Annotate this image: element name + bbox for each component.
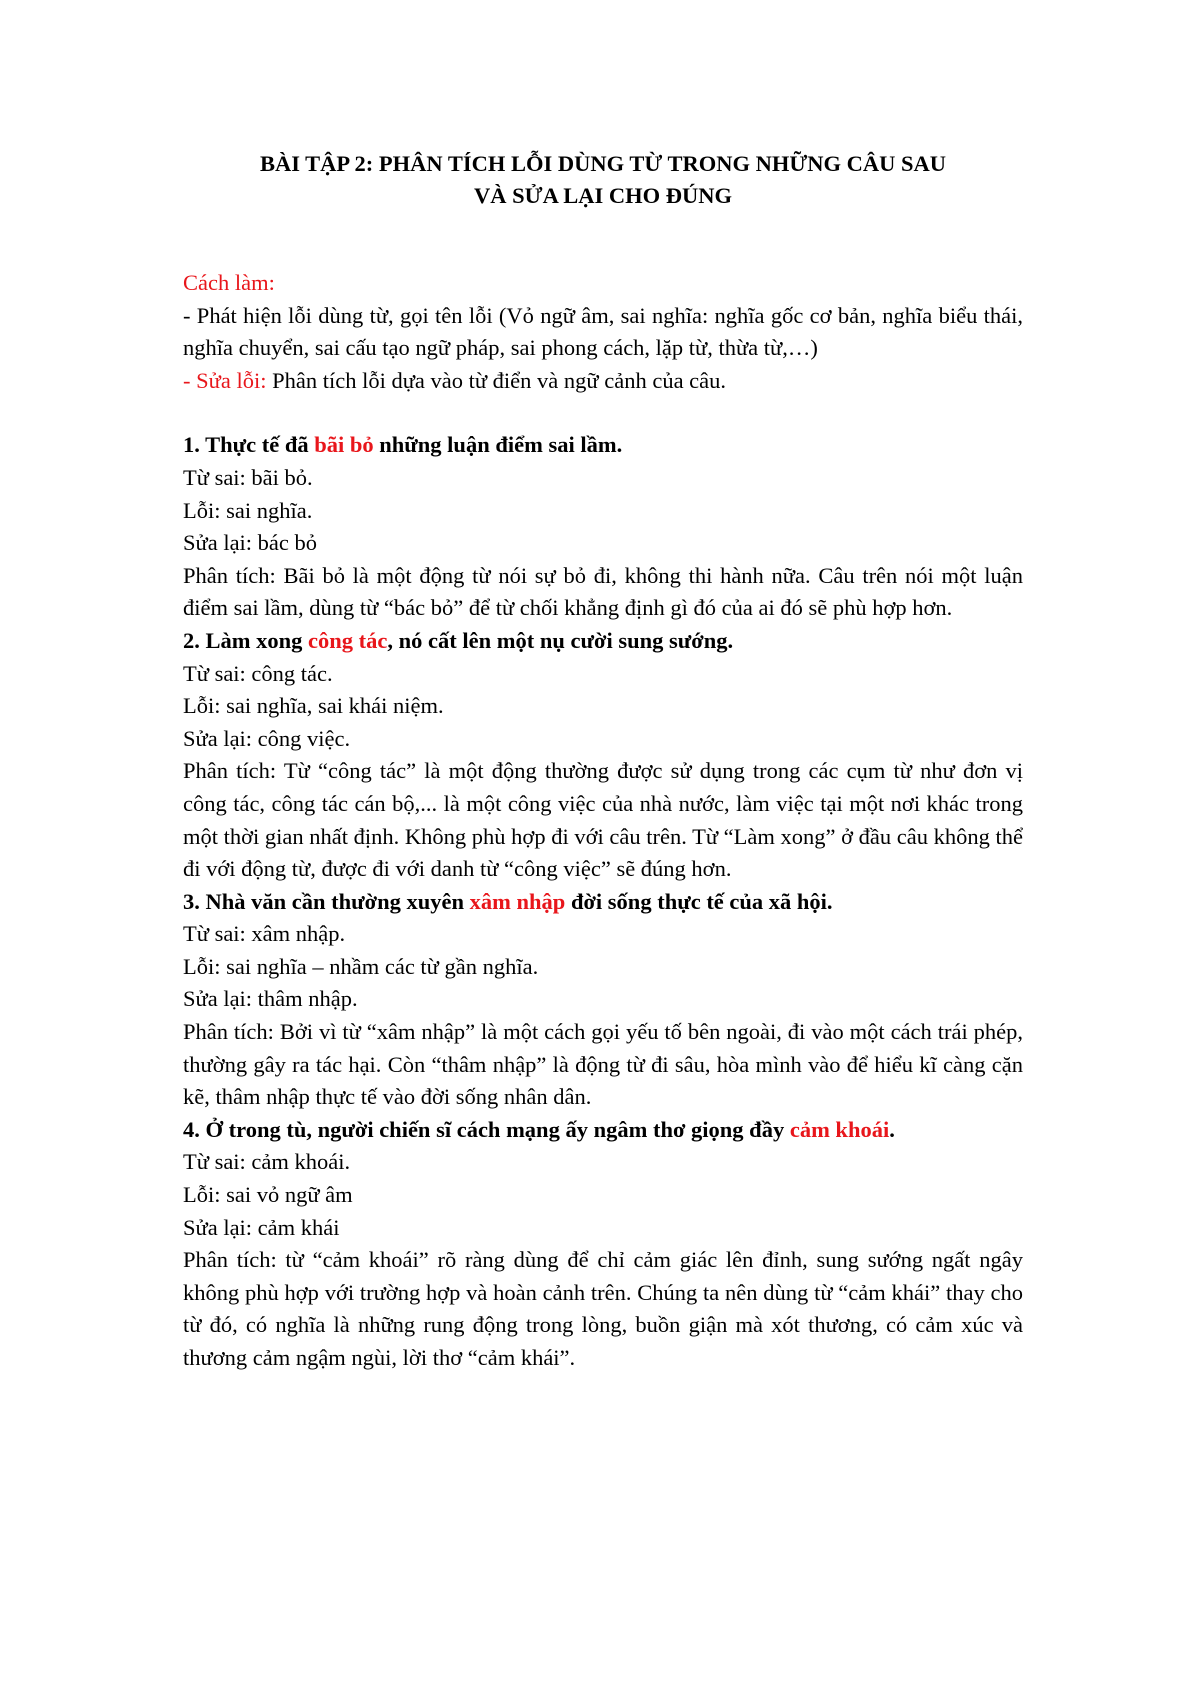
item-4-analysis: Phân tích: từ “cảm khoái” rõ ràng dùng để chỉ cảm giác lên đỉnh, sung sướng ngất ngây không phù hợp với trường hợp và hoàn cảnh trên. Chúng ta nên dùng từ “cảm khái” thay cho từ đó, có nghĩa là những rung động trong lòng, buồn giận mà xót thương, có cảm xúc và thương cảm ngậm ngùi, lời thơ “cảm khái”.: [183, 1247, 1023, 1370]
question-2-text: 2. Làm xong: [183, 627, 309, 653]
item-4-error: Lỗi: sai vỏ ngữ âm: [183, 1182, 353, 1208]
item-1-error: Lỗi: sai nghĩa.: [183, 497, 313, 523]
question-2-error-word: công tác: [308, 627, 388, 653]
item-2-error: Lỗi: sai nghĩa, sai khái niệm.: [183, 693, 444, 719]
question-4: [183, 1114, 1023, 1147]
question-1-text: 1. Thực tế đã: [183, 432, 315, 458]
method-fix: [183, 365, 1023, 398]
item-3-error: Lỗi: sai nghĩa – nhầm các từ gần nghĩa.: [183, 953, 539, 979]
document-title: [183, 148, 1023, 212]
section-gap: [183, 397, 1023, 429]
method-fix-label: - Sửa lỗi:: [183, 367, 267, 393]
item-2-analysis: Phân tích: Từ “công tác” là một động thường được sử dụng trong các cụm từ như đơn vị công tác, công tác cán bộ,... là một công việc của nhà nước, làm việc tại một nơi khác trong một thời gian nhất định. Không phù hợp đi với câu trên. Từ “Làm xong” ở đầu câu không thể đi với động từ, được đi với danh từ “công việc” sẽ đúng hơn.: [183, 758, 1023, 882]
question-3-text-end: đời sống thực tế của xã hội.: [565, 888, 833, 914]
method-detect: - Phát hiện lỗi dùng từ, gọi tên lỗi (Vỏ ngữ âm, sai nghĩa: nghĩa gốc cơ bản, nghĩa biểu thái, nghĩa chuyển, sai cấu tạo ngữ pháp, sai phong cách, lặp từ, thừa từ,…): [183, 302, 1023, 361]
question-3-error-word: xâm nhập: [469, 888, 566, 914]
document-body: [183, 267, 1023, 1375]
method-heading: Cách làm:: [183, 270, 275, 295]
item-1-fix: Sửa lại: bác bỏ: [183, 530, 318, 556]
question-4-text: 4. Ở trong tù, người chiến sĩ cách mạng ấy ngâm thơ giọng đầy: [183, 1116, 790, 1142]
item-1-wrong-word: Từ sai: bãi bỏ.: [183, 464, 313, 490]
item-4-fix: Sửa lại: cảm khái: [183, 1214, 340, 1240]
question-1-text-end: những luận điểm sai lầm.: [373, 432, 623, 458]
item-4-wrong-word: Từ sai: cảm khoái.: [183, 1149, 351, 1175]
item-3-analysis: Phân tích: Bởi vì từ “xâm nhập” là một cách gọi yếu tố bên ngoài, đi vào một cách trái phép, thường gây ra tác hại. Còn “thâm nhập” là động từ đi sâu, hòa mình vào để hiểu kĩ càng cặn kẽ, thâm nhập thực tế vào đời sống nhân dân.: [183, 1019, 1023, 1110]
question-2-text-end: , nó cất lên một nụ cười sung sướng.: [387, 627, 734, 653]
question-4-error-word: cảm khoái: [789, 1116, 890, 1142]
item-2-fix: Sửa lại: công việc.: [183, 725, 351, 751]
title-line-1: BÀI TẬP 2: PHÂN TÍCH LỖI DÙNG TỪ TRONG NHỮNG CÂU SAU: [259, 151, 947, 176]
question-1-error-word: bãi bỏ: [314, 432, 374, 458]
question-3: [183, 886, 1023, 919]
question-1: [183, 429, 1023, 462]
title-line-2: VÀ SỬA LẠI CHO ĐÚNG: [474, 183, 732, 208]
question-3-text: 3. Nhà văn cần thường xuyên: [183, 888, 470, 914]
item-1-analysis: Phân tích: Bãi bỏ là một động từ nói sự bỏ đi, không thi hành nữa. Câu trên nói một luận điểm sai lầm, dùng từ “bác bỏ” để từ chối khẳng định gì đó của ai đó sẽ phù hợp hơn.: [183, 562, 1023, 621]
question-2: [183, 625, 1023, 658]
item-3-wrong-word: Từ sai: xâm nhập.: [183, 921, 346, 947]
item-2-wrong-word: Từ sai: công tác.: [183, 660, 333, 686]
question-4-text-end: .: [889, 1116, 895, 1142]
item-3-fix: Sửa lại: thâm nhập.: [183, 986, 358, 1012]
method-fix-text: Phân tích lỗi dựa vào từ điển và ngữ cảnh của câu.: [266, 367, 727, 393]
